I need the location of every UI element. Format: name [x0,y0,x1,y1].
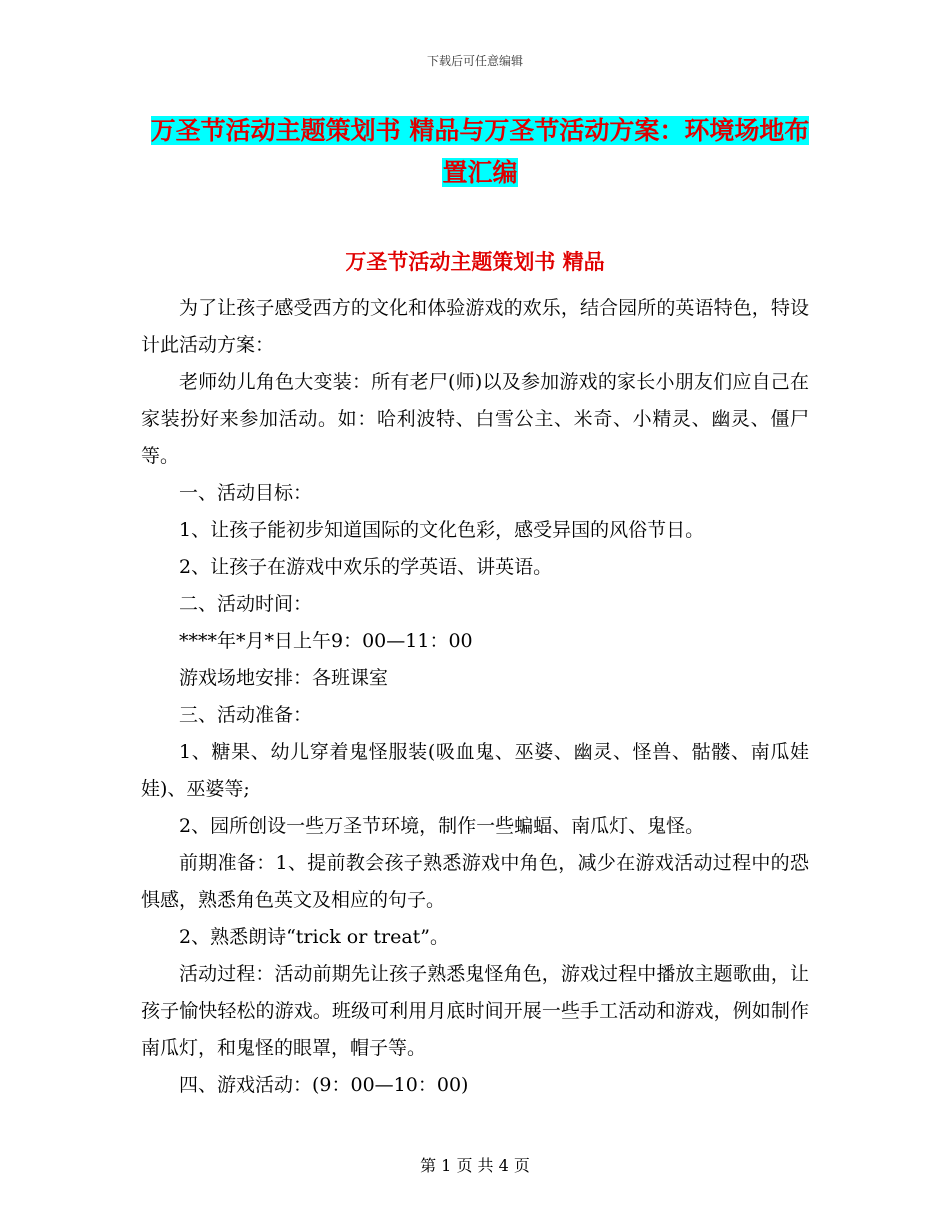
paragraph: ****年*月*日上午9：00—11：00 [179,630,473,652]
paragraph: 1、让孩子能初步知道国际的文化色彩，感受异国的风俗节日。 [179,519,705,541]
section-title: 万圣节活动主题策划书 精品 [345,250,605,274]
paragraph: 游戏场地安排：各班课室 [179,667,389,689]
paragraph: 1、糖果、幼儿穿着鬼怪服装(吸血鬼、巫婆、幽灵、怪兽、骷髅、南瓜娃娃)、巫婆等; [141,741,809,800]
paragraph: 2、园所创设一些万圣节环境，制作一些蝙蝠、南瓜灯、鬼怪。 [179,815,705,837]
paragraph: 2、让孩子在游戏中欢乐的学英语、讲英语。 [179,556,553,578]
paragraph: 二、活动时间： [179,593,313,615]
page-footer: 第 1 页 共 4 页 [420,1156,530,1175]
paragraph: 四、游戏活动：(9：00—10：00) [179,1074,469,1096]
paragraph: 为了让孩子感受西方的文化和体验游戏的欢乐，结合园所的英语特色，特设计此活动方案： [141,297,809,356]
document-body [141,290,809,1104]
paragraph: 三、活动准备： [179,704,313,726]
paragraph: 2、熟悉朗诗“trick or treat”。 [179,926,449,948]
title-highlight: 万圣节活动主题策划书 精品与万圣节活动方案：环境场地布置汇编 [150,116,810,187]
paragraph: 前期准备：1、提前教会孩子熟悉游戏中角色，减少在游戏活动过程中的恐惧感，熟悉角色英文及相应的句子。 [141,852,809,911]
document-title [140,110,820,194]
paragraph: 活动过程：活动前期先让孩子熟悉鬼怪角色，游戏过程中播放主题歌曲，让孩子愉快轻松的游戏。班级可利用月底时间开展一些手工活动和游戏，例如制作南瓜灯，和鬼怪的眼罩，帽子等。 [141,963,809,1059]
paragraph: 一、活动目标： [179,482,313,504]
header-note: 下载后可任意编辑 [426,54,523,68]
paragraph: 老师幼儿角色大变装：所有老尸(师)以及参加游戏的家长小朋友们应自己在家装扮好来参加活动。如：哈利波特、白雪公主、米奇、小精灵、幽灵、僵尸等。 [141,371,809,467]
